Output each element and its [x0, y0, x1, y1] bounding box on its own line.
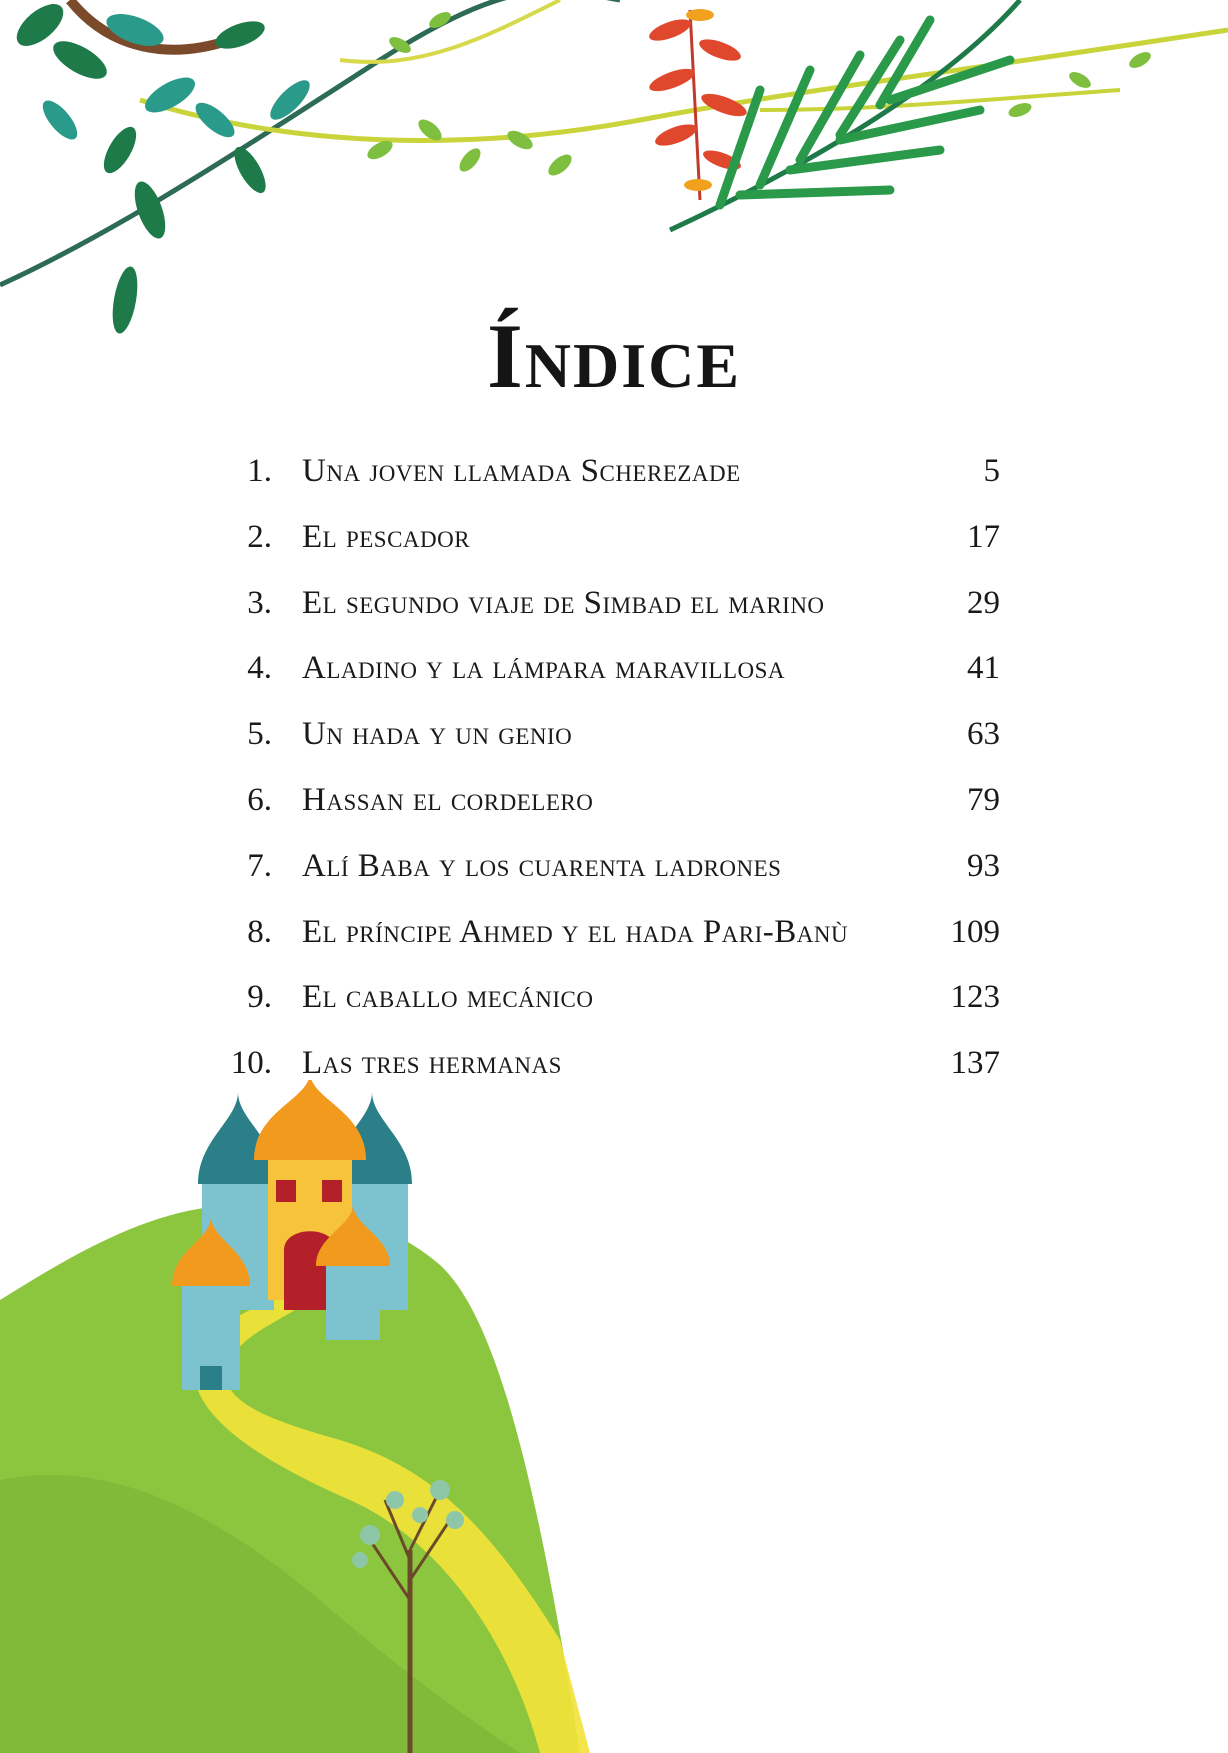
toc-entry: [220, 504, 1010, 570]
chapter-page: 109: [950, 913, 1000, 950]
chapter-number: 1.: [247, 453, 272, 489]
chapter-page: 123: [950, 979, 1000, 1016]
chapter-page: 5: [983, 453, 1000, 489]
chapter-title: Hassan el cordelero: [302, 781, 594, 818]
toc-entry: [220, 964, 1010, 1030]
chapter-page: 41: [967, 650, 1000, 687]
chapter-number: 9.: [247, 979, 272, 1016]
chapter-title: El caballo mecánico: [302, 979, 594, 1016]
chapter-title: Una joven llamada Scherezade: [302, 453, 741, 489]
chapter-number: 7.: [247, 847, 272, 884]
page-title: Índice: [486, 304, 742, 407]
toc-entry: [220, 701, 1010, 767]
chapter-page: 63: [967, 716, 1000, 753]
toc-entry: [220, 635, 1010, 701]
chapter-page: 29: [967, 584, 1000, 621]
chapter-number: 6.: [247, 781, 272, 818]
chapter-number: 4.: [247, 650, 272, 687]
chapter-page: 17: [967, 518, 1000, 555]
chapter-title: Las tres hermanas: [302, 1045, 562, 1082]
chapter-number: 8.: [247, 913, 272, 950]
toc-entry: [220, 438, 1010, 504]
chapter-page: 93: [967, 847, 1000, 884]
table-of-contents: [220, 438, 1010, 1096]
chapter-number: 5.: [247, 716, 272, 753]
chapter-page: 79: [967, 781, 1000, 818]
chapter-number: 3.: [247, 584, 272, 621]
chapter-title: El príncipe Ahmed y el hada Pari-Banù: [302, 913, 849, 950]
toc-entry: [220, 899, 1010, 965]
toc-entry: [220, 570, 1010, 636]
chapter-title: Un hada y un genio: [302, 716, 573, 753]
castle-on-hill-illustration: [0, 1080, 640, 1753]
chapter-page: 137: [950, 1045, 1000, 1082]
toc-entry: [220, 767, 1010, 833]
chapter-title: El pescador: [302, 518, 471, 555]
chapter-number: 2.: [247, 518, 272, 555]
chapter-title: Alí Baba y los cuarenta ladrones: [302, 847, 782, 884]
chapter-number: 10.: [230, 1045, 272, 1082]
chapter-title: Aladino y la lámpara maravillosa: [302, 650, 786, 687]
chapter-title: El segundo viaje de Simbad el marino: [302, 584, 825, 621]
toc-entry: [220, 833, 1010, 899]
